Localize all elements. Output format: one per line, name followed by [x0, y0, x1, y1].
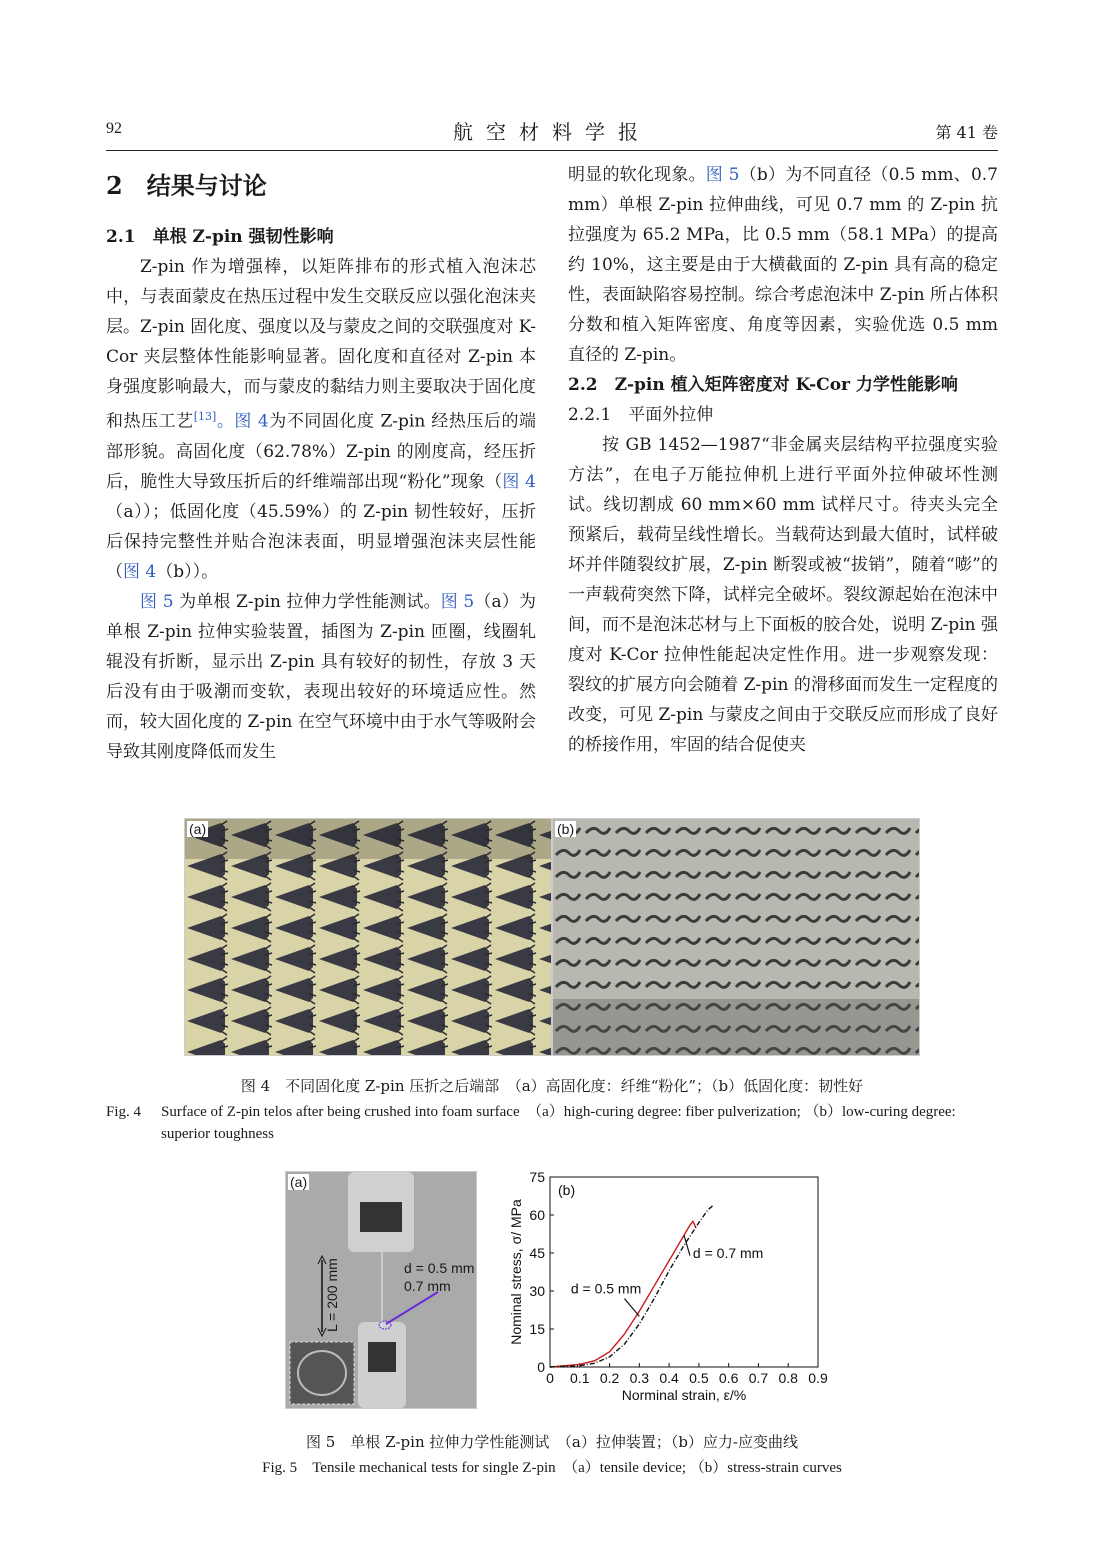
- foam-bent-pins-image: [553, 819, 919, 1055]
- fig4a-photo: [184, 818, 552, 1056]
- fig4-caption-text: Surface of Z-pin telos after being crushed into foam surface （a）high-curing degree: fiber pulverization; （b）low-curing degree: superior toughness: [161, 1104, 956, 1142]
- y-axis-label: Nominal stress, σ/ MPa: [508, 1199, 524, 1345]
- running-header: [106, 116, 998, 151]
- section-title: 2 结果与讨论: [106, 171, 267, 200]
- figure-link[interactable]: 图 5: [140, 591, 174, 612]
- journal-title: 航空材料学报: [453, 120, 651, 144]
- left-column: [106, 160, 536, 767]
- x-tick-label: 0.7: [748, 1370, 769, 1386]
- x-tick-label: 0.4: [659, 1370, 679, 1386]
- chart-svg: [500, 1165, 830, 1410]
- figure-link[interactable]: 图 4: [502, 471, 536, 492]
- y-tick-label: 45: [529, 1245, 545, 1261]
- fig5a-photo: [285, 1171, 477, 1409]
- foam-pulverized-pins-image: [185, 819, 551, 1055]
- fig4a-label: (a): [189, 821, 207, 837]
- figure-link[interactable]: 图 5: [705, 165, 740, 185]
- right-column: [568, 160, 998, 760]
- x-tick-label: 0.6: [718, 1370, 739, 1386]
- fig4-caption-label: Fig. 4: [106, 1104, 142, 1120]
- x-tick-label: 0.5: [689, 1370, 709, 1386]
- annotation-arrow: [624, 1299, 639, 1317]
- fig5a-label: (a): [290, 1174, 308, 1190]
- fig5-caption-text: Tensile mechanical tests for single Z-pin （a）tensile device; （b）stress-strain curves: [312, 1460, 842, 1476]
- y-tick-label: 60: [529, 1207, 545, 1223]
- subsection-title: 2.1 单根 Z-pin 强韧性影响: [106, 227, 334, 247]
- paragraph: 明显的软化现象。图 5（b）为不同直径（0.5 mm、0.7 mm）单根 Z-pin 拉伸曲线，可见 0.7 mm 的 Z-pin 抗拉强度为 65.2 MPa，比 0.5 mm（58.1 MPa）的提高约 10%，这主要是由于大横截面的 Z-pin 具有高的稳定性，表面缺陷容易控制。综合考虑泡沫中 Z-pin 所占体积分数和植入矩阵密度、角度等因素，实验优选 0.5 mm 直径的 Z-pin。: [568, 165, 998, 365]
- fig5-caption-en: [106, 1457, 998, 1479]
- figure-link[interactable]: 图 5: [440, 591, 475, 612]
- fig4-caption-cn: 图 4 不同固化度 Z-pin 压折之后端部 （a）高固化度：纤维“粉化”；（b）低固化度：韧性好: [240, 1077, 864, 1095]
- chart-panel-label: (b): [558, 1182, 576, 1198]
- subsection-title: 2.2 Z-pin 植入矩阵密度对 K-Cor 力学性能影响: [568, 375, 958, 395]
- diameter-label-1: d = 0.5 mm: [404, 1260, 475, 1276]
- y-tick-label: 75: [529, 1169, 545, 1185]
- y-tick-label: 30: [529, 1283, 545, 1299]
- citation-link[interactable]: [13]: [193, 410, 217, 423]
- stress-strain-chart: [500, 1165, 830, 1410]
- y-tick-label: 0: [537, 1359, 545, 1375]
- length-label: L = 200 mm: [324, 1258, 340, 1332]
- volume-label: 第 41 卷: [935, 123, 998, 142]
- fig5-caption-label: Fig. 5: [262, 1460, 298, 1476]
- subsubsection-title: 2.2.1 平面外拉伸: [568, 405, 714, 425]
- diameter-label-2: 0.7 mm: [404, 1278, 451, 1294]
- x-tick-label: 0.8: [778, 1370, 798, 1386]
- figure-link[interactable]: 。图 4: [216, 411, 269, 432]
- y-tick-label: 15: [529, 1321, 545, 1337]
- x-tick-label: 0.9: [808, 1370, 828, 1386]
- plot-frame: [550, 1177, 818, 1367]
- x-tick-label: 0.1: [570, 1370, 590, 1386]
- fig4b-photo: [552, 818, 920, 1056]
- x-tick-label: 0: [546, 1370, 554, 1386]
- paragraph: 按 GB 1452—1987“非金属夹层结构平拉强度实验方法”，在电子万能拉伸机上进行平面外拉伸破坏性测试。线切割成 60 mm×60 mm 试样尺寸。待夹头完全预紧后，载荷呈线性增长。当载荷达到最大值时，试样破坏并伴随裂纹扩展，Z-pin 断裂或被“拔销”，随着“嘭”的一声载荷突然下降，试样完全破坏。裂纹源起始在泡沫中间，而不是泡沫芯材与上下面板的胶合处，说明 Z-pin 强度对 K-Cor 拉伸性能起决定性作用。进一步观察发现：裂纹的扩展方向会随着 Z-pin 的滑移面而发生一定程度的改变，可见 Z-pin 与蒙皮之间由于交联反应而形成了良好的桥接作用，牢固的结合促使夹: [568, 435, 998, 755]
- x-tick-label: 0.2: [599, 1370, 620, 1386]
- series-annotation: d = 0.7 mm: [692, 1245, 764, 1262]
- fig5-caption-cn: 图 5 单根 Z-pin 拉伸力学性能测试 （a）拉伸装置；（b）应力-应变曲线: [305, 1433, 798, 1451]
- x-tick-label: 0.3: [629, 1370, 650, 1386]
- figure-link[interactable]: 图 4: [123, 561, 157, 582]
- x-axis-label: Norminal strain, ε/%: [621, 1387, 747, 1403]
- page-number: 92: [106, 120, 122, 137]
- fig4b-label: (b): [557, 821, 575, 837]
- series-annotation: d = 0.5 mm: [570, 1280, 642, 1297]
- paragraph: Z-pin 作为增强棒，以矩阵排布的形式植入泡沫芯中，与表面蒙皮在热压过程中发生交联反应以强化泡沫夹层。Z-pin 固化度、强度以及与蒙皮之间的交联强度对 K-Cor 夹层整体性能影响显著。固化度和直径对 Z-pin 本身强度影响最大，而与蒙皮的黏结力则主要取决于固化度和热压工艺[13]。图 4为不同固化度 Z-pin 经热压后的端部形貌。高固化度（62.78%）Z-pin 的刚度高，经压折后，脆性大导致压折后的纤维端部出现“粉化”现象（图 4（a））；低固化度（45.59%）的 Z-pin 韧性较好，压折后保持完整性并贴合泡沫表面，明显增强泡沫夹层性能（图 4（b））。: [106, 257, 536, 582]
- paragraph: 图 5 为单根 Z-pin 拉伸力学性能测试。图 5（a）为单根 Z-pin 拉伸实验装置，插图为 Z-pin 匝圈，线圈轧辊没有折断，显示出 Z-pin 具有较好的韧性，存放 3 天后没有由于吸潮而变软，表现出较好的环境适应性。然而，较大固化度的 Z-pin 在空气环境中由于水气等吸附会导致其刚度降低而发生: [106, 591, 536, 762]
